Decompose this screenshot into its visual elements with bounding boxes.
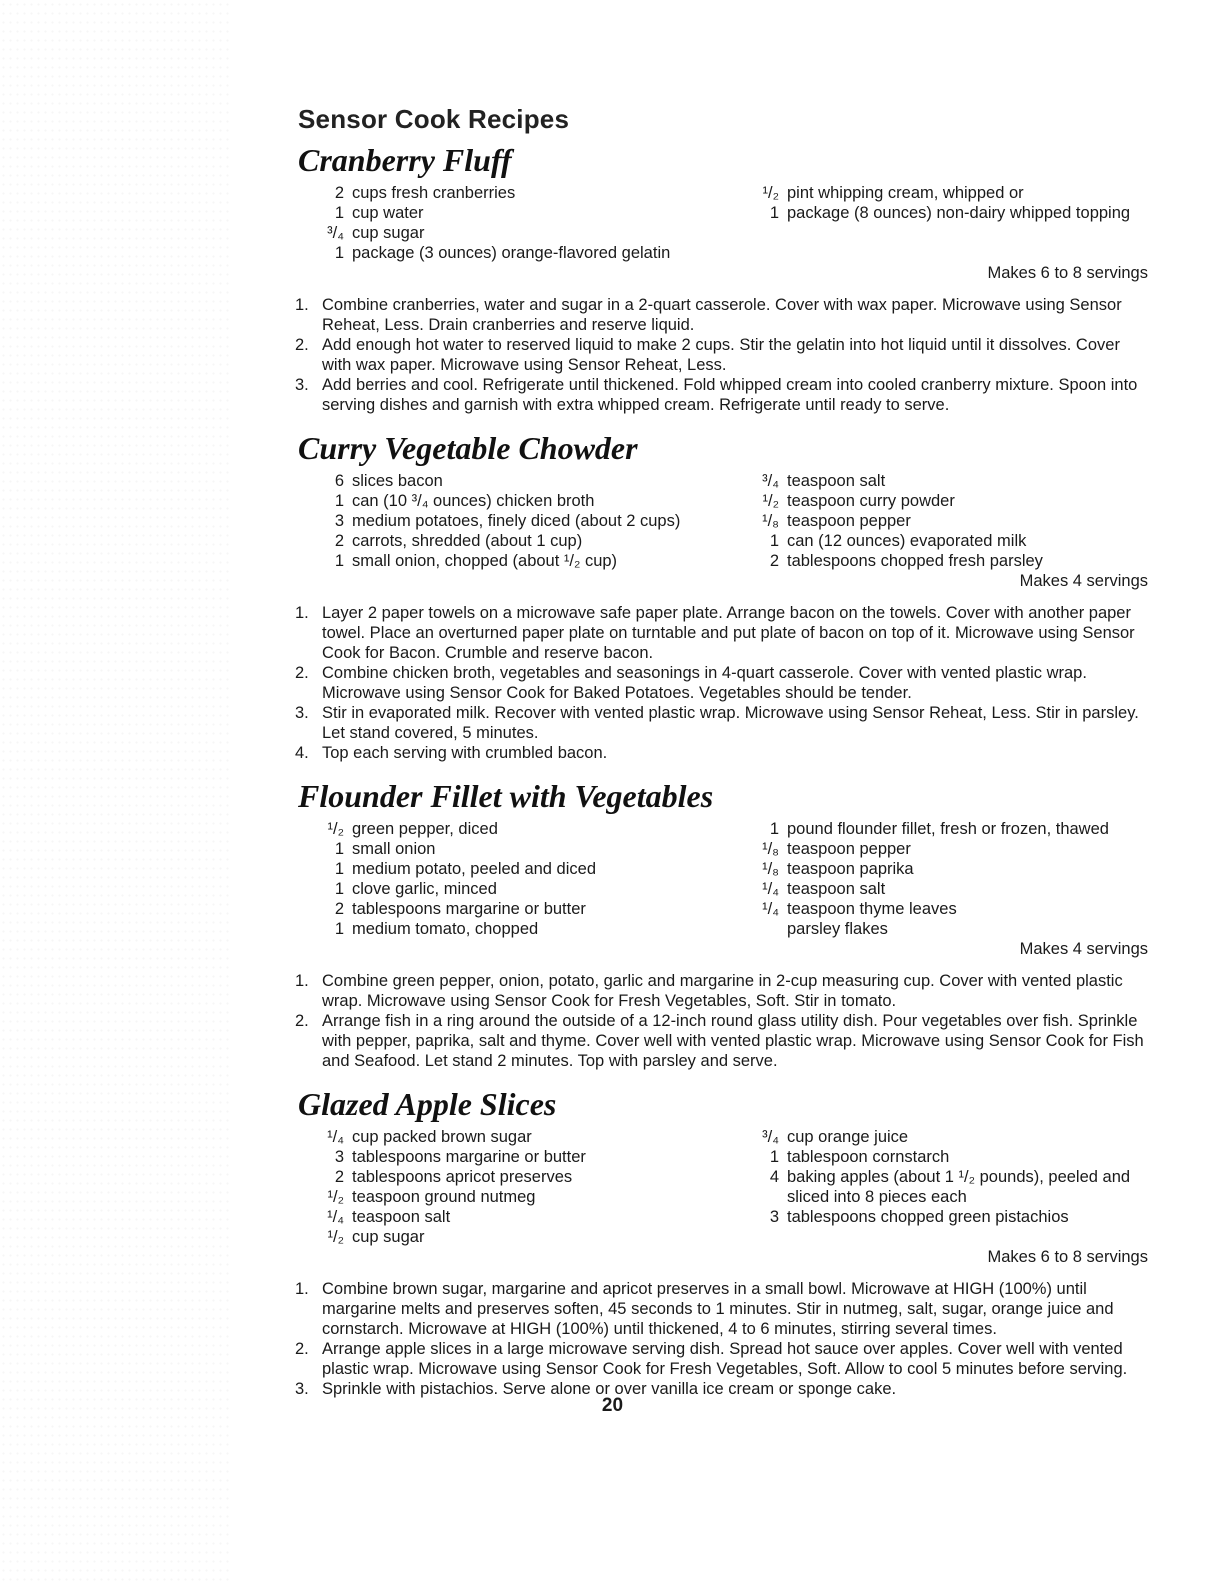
ingredient-row	[755, 919, 1148, 939]
ingredient-text: green pepper, diced	[352, 820, 498, 838]
step-item	[295, 743, 1148, 763]
step-text: Arrange fish in a ring around the outside of a 12-inch round glass utility dish. Pour vegetables over fish. Sprinkle with pepper, paprika, salt and thyme. Cover well with vented plastic wrap. Microwave using Sensor Cook for Fish and Seafood. Let stand 2 minutes. Top with parsley and serve.	[322, 1012, 1144, 1070]
ingredient-text: can (10 ³/₄ ounces) chicken broth	[352, 492, 595, 510]
ingredient-text: teaspoon ground nutmeg	[352, 1188, 536, 1206]
recipe-steps	[295, 971, 1148, 1071]
ingredient-column-right	[723, 1127, 1148, 1247]
ingredient-column-right	[723, 183, 1148, 263]
recipe-title: Curry Vegetable Chowder	[298, 430, 638, 466]
ingredient-text: teaspoon thyme leaves	[787, 900, 957, 918]
ingredient-quantity: ³/₄	[327, 224, 344, 242]
step-number: 1.	[295, 604, 309, 622]
ingredients	[298, 1127, 1148, 1247]
ingredient-text: cup water	[352, 204, 424, 222]
ingredient-quantity: ¹/₂	[762, 492, 779, 510]
ingredient-row	[755, 1147, 1148, 1167]
ingredient-quantity: 2	[334, 184, 344, 202]
ingredient-row	[320, 551, 723, 571]
step-number: 1.	[295, 1280, 309, 1298]
ingredient-row	[755, 1167, 1148, 1207]
ingredient-quantity: ¹/₄	[327, 1208, 344, 1226]
ingredient-quantity: 1	[334, 492, 344, 510]
ingredient-text: teaspoon salt	[787, 880, 886, 898]
ingredient-text: medium potato, peeled and diced	[352, 860, 597, 878]
ingredient-row	[755, 471, 1148, 491]
ingredient-quantity: ³/₄	[762, 1128, 779, 1146]
ingredient-row	[755, 1127, 1148, 1147]
ingredient-text: cup sugar	[352, 224, 425, 242]
recipe-title: Glazed Apple Slices	[298, 1086, 557, 1122]
page-number: 20	[601, 1395, 624, 1416]
ingredient-quantity: ¹/₈	[762, 512, 779, 530]
step-text: Stir in evaporated milk. Recover with vented plastic wrap. Microwave using Sensor Reheat, Less. Stir in parsley. Let stand covered, 5 minutes.	[322, 704, 1139, 742]
step-text: Add berries and cool. Refrigerate until thickened. Fold whipped cream into cooled cranberry mixture. Spoon into serving dishes and garnish with extra whipped cream. Refrigerate until ready to serve.	[322, 376, 1138, 414]
ingredient-quantity: ¹/₄	[327, 1128, 344, 1146]
step-text: Arrange apple slices in a large microwave serving dish. Spread hot sauce over apples. Cover well with vented plastic wrap. Microwave using Sensor Cook for Fresh Vegetables, Soft. Allow to cool 5 minutes before serving.	[322, 1340, 1128, 1378]
ingredient-text: cup sugar	[352, 1228, 425, 1246]
ingredient-quantity: 4	[769, 1168, 779, 1186]
ingredient-text: small onion	[352, 840, 436, 858]
ingredient-text: package (8 ounces) non-dairy whipped topping	[787, 204, 1131, 222]
ingredient-quantity: 3	[334, 1148, 344, 1166]
step-item	[295, 1011, 1148, 1071]
ingredient-quantity: ¹/₂	[762, 184, 779, 202]
ingredient-quantity: 1	[334, 552, 344, 570]
ingredient-row	[320, 879, 723, 899]
ingredient-text: slices bacon	[352, 472, 443, 490]
recipe-section	[295, 777, 1148, 1071]
ingredient-text: teaspoon curry powder	[787, 492, 955, 510]
ingredient-row	[320, 1147, 723, 1167]
ingredient-text: pint whipping cream, whipped or	[787, 184, 1024, 202]
step-text: Combine brown sugar, margarine and apricot preserves in a small bowl. Microwave at HIGH (100%) until margarine melts and preserves soften, 45 seconds to 1 minutes. Stir in nutmeg, salt, sugar, orange juice and cornstarch. Microwave at HIGH (100%) until thickened, 4 to 6 minutes, stirring several times.	[322, 1280, 1114, 1338]
page-header: Sensor Cook Recipes	[298, 104, 570, 134]
scan-noise-margin	[0, 0, 230, 1585]
ingredient-row	[755, 819, 1148, 839]
ingredient-text: medium tomato, chopped	[352, 920, 539, 938]
ingredient-quantity: ³/₄	[762, 472, 779, 490]
ingredient-row	[755, 551, 1148, 571]
step-item	[295, 971, 1148, 1011]
ingredient-row	[755, 859, 1148, 879]
ingredient-quantity	[755, 919, 787, 939]
ingredient-row	[320, 1207, 723, 1227]
ingredient-quantity: 2	[769, 552, 779, 570]
step-item	[295, 335, 1148, 375]
recipe-section	[295, 141, 1148, 415]
step-text: Top each serving with crumbled bacon.	[322, 744, 608, 762]
ingredient-row	[320, 1227, 723, 1247]
ingredient-row	[320, 1167, 723, 1187]
recipe-yield: Makes 6 to 8 servings	[987, 1248, 1148, 1266]
ingredient-text: tablespoons chopped green pistachios	[787, 1208, 1069, 1226]
step-number: 3.	[295, 376, 309, 394]
ingredient-text: pound flounder fillet, fresh or frozen, thawed	[787, 820, 1109, 838]
recipe-steps	[295, 1279, 1148, 1399]
ingredient-row	[320, 1187, 723, 1207]
ingredient-row	[755, 183, 1148, 203]
step-item	[295, 1279, 1148, 1339]
ingredient-row	[320, 839, 723, 859]
step-text: Sprinkle with pistachios. Serve alone or over vanilla ice cream or sponge cake.	[322, 1380, 897, 1398]
ingredient-text: teaspoon salt	[352, 1208, 451, 1226]
ingredient-text: teaspoon salt	[787, 472, 886, 490]
ingredients	[298, 183, 1148, 263]
ingredient-row	[755, 839, 1148, 859]
ingredient-row	[320, 1127, 723, 1147]
ingredient-text: cups fresh cranberries	[352, 184, 516, 202]
ingredient-quantity: 1	[334, 204, 344, 222]
ingredient-text: teaspoon pepper	[787, 512, 911, 530]
step-number: 4.	[295, 744, 309, 762]
recipe-yield: Makes 4 servings	[1019, 572, 1148, 590]
step-text: Combine chicken broth, vegetables and seasonings in 4-quart casserole. Cover with vented plastic wrap. Microwave using Sensor Cook for Baked Potatoes. Vegetables should be tender.	[322, 664, 1087, 702]
ingredient-text: clove garlic, minced	[352, 880, 497, 898]
ingredient-text: tablespoons apricot preserves	[352, 1168, 573, 1186]
step-text: Combine green pepper, onion, potato, garlic and margarine in 2-cup measuring cup. Cover with vented plastic wrap. Microwave using Sensor Cook for Fresh Vegetables, Soft. Stir in tomato.	[322, 972, 1123, 1010]
step-number: 2.	[295, 664, 309, 682]
step-number: 1.	[295, 296, 309, 314]
ingredient-text: carrots, shredded (about 1 cup)	[352, 532, 583, 550]
ingredient-text: medium potatoes, finely diced (about 2 cups)	[352, 512, 681, 530]
ingredient-text: teaspoon paprika	[787, 860, 914, 878]
ingredient-row	[320, 919, 723, 939]
ingredient-row	[320, 899, 723, 919]
ingredient-quantity: 1	[334, 920, 344, 938]
document-page	[295, 104, 1148, 1413]
ingredient-quantity: 1	[769, 820, 779, 838]
recipe-section	[295, 1085, 1148, 1399]
recipe-section	[295, 429, 1148, 763]
recipe-steps	[295, 603, 1148, 763]
ingredient-row	[755, 203, 1148, 223]
ingredient-column-left	[298, 819, 723, 939]
step-text: Layer 2 paper towels on a microwave safe paper plate. Arrange bacon on the towels. Cover with another paper towel. Place an overturned paper plate on turntable and put plate of bacon on top of it. Microwave using Sensor Cook for Bacon. Crumble and reserve bacon.	[322, 604, 1135, 662]
ingredient-column-left	[298, 183, 723, 263]
ingredient-row	[320, 819, 723, 839]
ingredient-row	[755, 1207, 1148, 1227]
ingredients	[298, 471, 1148, 571]
step-item	[295, 295, 1148, 335]
step-number: 2.	[295, 336, 309, 354]
ingredient-quantity: 1	[334, 860, 344, 878]
step-number: 2.	[295, 1012, 309, 1030]
ingredient-quantity: 1	[334, 840, 344, 858]
recipe-steps	[295, 295, 1148, 415]
ingredient-quantity: ¹/₈	[762, 860, 779, 878]
ingredient-quantity: 1	[769, 1148, 779, 1166]
step-text: Add enough hot water to reserved liquid to make 2 cups. Stir the gelatin into hot liquid until it dissolves. Cover with wax paper. Microwave using Sensor Reheat, Less.	[322, 336, 1120, 374]
step-number: 2.	[295, 1340, 309, 1358]
ingredient-quantity: 2	[334, 1168, 344, 1186]
ingredient-text: tablespoons chopped fresh parsley	[787, 552, 1043, 570]
ingredient-quantity: 3	[334, 512, 344, 530]
ingredient-column-right	[723, 819, 1148, 939]
recipe-title: Cranberry Fluff	[298, 142, 512, 178]
ingredient-text: can (12 ounces) evaporated milk	[787, 532, 1027, 550]
ingredient-row	[320, 243, 723, 263]
ingredient-row	[320, 203, 723, 223]
ingredient-row	[320, 859, 723, 879]
ingredient-text: tablespoons margarine or butter	[352, 1148, 586, 1166]
ingredient-text: parsley flakes	[787, 920, 888, 938]
ingredients	[298, 819, 1148, 939]
ingredient-quantity: 2	[334, 532, 344, 550]
ingredient-row	[320, 223, 723, 243]
ingredient-row	[755, 531, 1148, 551]
step-item	[295, 375, 1148, 415]
ingredient-quantity: ¹/₂	[327, 1188, 344, 1206]
ingredient-row	[320, 471, 723, 491]
ingredient-text: tablespoons margarine or butter	[352, 900, 586, 918]
recipes-container	[295, 141, 1148, 1399]
ingredient-row	[755, 879, 1148, 899]
ingredient-row	[755, 899, 1148, 919]
ingredient-quantity: 3	[769, 1208, 779, 1226]
ingredient-quantity: 2	[334, 900, 344, 918]
ingredient-quantity: ¹/₄	[762, 900, 779, 918]
ingredient-column-left	[298, 1127, 723, 1247]
step-item	[295, 1339, 1148, 1379]
recipe-yield: Makes 4 servings	[1019, 940, 1148, 958]
ingredient-column-left	[298, 471, 723, 571]
ingredient-text: small onion, chopped (about ¹/₂ cup)	[352, 552, 618, 570]
ingredient-quantity: 1	[334, 244, 344, 262]
ingredient-row	[320, 511, 723, 531]
ingredient-quantity: 1	[334, 880, 344, 898]
step-number: 3.	[295, 704, 309, 722]
step-number: 1.	[295, 972, 309, 990]
ingredient-quantity: ¹/₂	[327, 820, 344, 838]
ingredient-quantity: ¹/₂	[327, 1228, 344, 1246]
ingredient-text: cup packed brown sugar	[352, 1128, 532, 1146]
ingredient-row	[320, 531, 723, 551]
ingredient-text: cup orange juice	[787, 1128, 909, 1146]
step-item	[295, 603, 1148, 663]
ingredient-quantity: 6	[334, 472, 344, 490]
ingredient-row	[755, 491, 1148, 511]
ingredient-text: package (3 ounces) orange-flavored gelatin	[352, 244, 671, 262]
ingredient-text: baking apples (about 1 ¹/₂ pounds), peeled and sliced into 8 pieces each	[787, 1168, 1131, 1206]
ingredient-quantity: ¹/₈	[762, 840, 779, 858]
recipe-yield: Makes 6 to 8 servings	[987, 264, 1148, 282]
step-number: 3.	[295, 1380, 309, 1398]
step-text: Combine cranberries, water and sugar in a 2-quart casserole. Cover with wax paper. Microwave using Sensor Reheat, Less. Drain cranberries and reserve liquid.	[322, 296, 1122, 334]
ingredient-text: teaspoon pepper	[787, 840, 911, 858]
ingredient-row	[755, 511, 1148, 531]
ingredient-row	[320, 491, 723, 511]
ingredient-column-right	[723, 471, 1148, 571]
ingredient-quantity: 1	[769, 204, 779, 222]
ingredient-quantity: ¹/₄	[762, 880, 779, 898]
ingredient-text: tablespoon cornstarch	[787, 1148, 950, 1166]
step-item	[295, 663, 1148, 703]
step-item	[295, 703, 1148, 743]
recipe-title: Flounder Fillet with Vegetables	[298, 778, 714, 814]
ingredient-row	[320, 183, 723, 203]
ingredient-quantity: 1	[769, 532, 779, 550]
